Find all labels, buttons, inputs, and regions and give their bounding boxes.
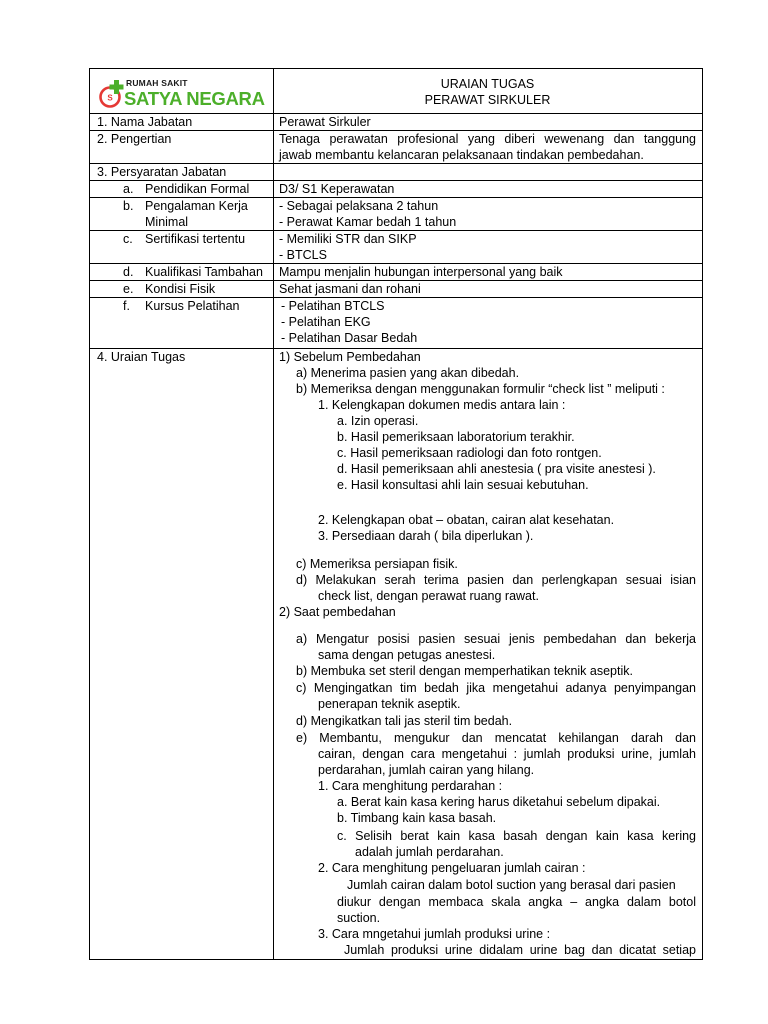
duty-item: c) Memeriksa persiapan fisik. [296, 557, 458, 571]
duty-subsubitem: d. Hasil pemeriksaan ahli anestesia ( pra visite anestesi ). [337, 462, 656, 476]
sub-letter: b. [123, 199, 134, 213]
duty-subsubitem: a. Berat kain kasa kering harus diketahui sebelum dipakai. [337, 795, 661, 809]
duty-subsubitem-cont: adalah jumlah perdarahan. [355, 845, 504, 859]
row-value: Perawat Sirkuler [279, 115, 371, 129]
duty-section-heading: 2) Saat pembedahan [279, 605, 396, 619]
logo-line-1: RUMAH SAKIT [126, 78, 188, 88]
row-value: - Perawat Kamar bedah 1 tahun [279, 215, 457, 229]
duty-subitem: 2. Kelengkapan obat – obatan, cairan alat kesehatan. [318, 513, 615, 527]
emblem-letter: S [107, 93, 113, 103]
duty-subitem: 3. Persediaan darah ( bila diperlukan ). [318, 529, 534, 543]
row-value: Sehat jasmani dan rohani [279, 282, 421, 296]
duty-paragraph: diukur dengan membaca skala angka – angka dalam botol [337, 895, 696, 909]
duty-item-cont: cairan, dengan cara mengetahui : jumlah produksi urine, jumlah [318, 747, 696, 761]
duty-paragraph: Jumlah cairan dalam botol suction yang berasal dari pasien [347, 878, 676, 892]
duty-subsubitem: b. Hasil pemeriksaan laboratorium terakhir. [337, 430, 575, 444]
duty-subitem: 2. Cara menghitung pengeluaran jumlah cairan : [318, 861, 586, 875]
duty-item: d) Melakukan serah terima pasien dan perlengkapan sesuai isian [296, 573, 696, 587]
hospital-emblem-icon [99, 80, 125, 110]
duty-item: b) Membuka set steril dengan memperhatikan teknik aseptik. [296, 664, 633, 678]
duty-item: a) Menerima pasien yang akan dibedah. [296, 366, 520, 380]
row-value: jawab membantu kelancaran pelaksanaan tindakan pembedahan. [279, 148, 644, 162]
duty-paragraph: Jumlah produksi urine didalam urine bag dan dicatat setiap [344, 943, 696, 957]
row-label: 2. Pengertian [97, 132, 172, 146]
row-label: Kondisi Fisik [145, 282, 216, 296]
duty-subitem: 3. Cara mngetahui jumlah produksi urine : [318, 927, 551, 941]
duty-section-heading: 1) Sebelum Pembedahan [279, 350, 421, 364]
duty-subsubitem: c. Hasil pemeriksaan radiologi dan foto rontgen. [337, 446, 602, 460]
duty-item-cont: check list, dengan perawat ruang rawat. [318, 589, 539, 603]
duty-item: a) Mengatur posisi pasien sesuai jenis pembedahan dan bekerja [296, 632, 696, 646]
duty-subsubitem: c. Selisih berat kain kasa basah dengan kain kasa kering [337, 829, 696, 843]
logo-line-2: SATYA NEGARA [124, 88, 265, 109]
row-value: - Pelatihan EKG [281, 315, 371, 329]
row-label: Kualifikasi Tambahan [145, 265, 263, 279]
row-label: Sertifikasi tertentu [145, 232, 246, 246]
duty-item: b) Memeriksa dengan menggunakan formulir “check list ” meliputi : [296, 382, 665, 396]
sub-letter: a. [123, 182, 134, 196]
duty-subsubitem: a. Izin operasi. [337, 414, 419, 428]
row-value: - Sebagai pelaksana 2 tahun [279, 199, 439, 213]
document-subtitle: PERAWAT SIRKULER [424, 93, 551, 107]
duty-paragraph: suction. [337, 911, 381, 925]
sub-letter: f. [123, 299, 130, 313]
row-label: Pengalaman Kerja [145, 199, 248, 213]
duty-item: c) Mengingatkan tim bedah jika mengetahui adanya penyimpangan [296, 681, 696, 695]
row-label: Kursus Pelatihan [145, 299, 240, 313]
duty-item-cont: penerapan teknik aseptik. [318, 697, 461, 711]
job-description-table [89, 68, 703, 960]
sub-letter: c. [123, 232, 133, 246]
duty-subitem: 1. Kelengkapan dokumen medis antara lain : [318, 398, 566, 412]
sub-letter: d. [123, 265, 134, 279]
row-value: D3/ S1 Keperawatan [279, 182, 395, 196]
row-value: - Memiliki STR dan SIKP [279, 232, 417, 246]
duty-subitem: 1. Cara menghitung perdarahan : [318, 779, 503, 793]
row-value: - Pelatihan Dasar Bedah [281, 331, 418, 345]
row-value: Mampu menjalin hubungan interpersonal yang baik [279, 265, 563, 279]
row-label: Minimal [145, 215, 189, 229]
row-value: - BTCLS [279, 248, 327, 262]
row-label: 3. Persyaratan Jabatan [97, 165, 227, 179]
duty-subsubitem: b. Timbang kain kasa basah. [337, 811, 497, 825]
document-title: URAIAN TUGAS [440, 77, 535, 91]
duty-item-cont: perdarahan, jumlah cairan yang hilang. [318, 763, 535, 777]
duty-subsubitem: e. Hasil konsultasi ahli lain sesuai kebutuhan. [337, 478, 589, 492]
row-label: 4. Uraian Tugas [97, 350, 186, 364]
row-value: - Pelatihan BTCLS [281, 299, 385, 313]
duty-item: d) Mengikatkan tali jas steril tim bedah. [296, 714, 513, 728]
duty-item-cont: sama dengan petugas anestesi. [318, 648, 496, 662]
row-label: Pendidikan Formal [145, 182, 250, 196]
row-value: Tenaga perawatan profesional yang diberi wewenang dan tanggung [279, 132, 696, 146]
sub-letter: e. [123, 282, 134, 296]
hospital-logo [99, 77, 269, 111]
duty-item: e) Membantu, mengukur dan mencatat kehilangan darah dan [296, 731, 696, 745]
column-divider [273, 69, 274, 959]
row-label: 1. Nama Jabatan [97, 115, 193, 129]
